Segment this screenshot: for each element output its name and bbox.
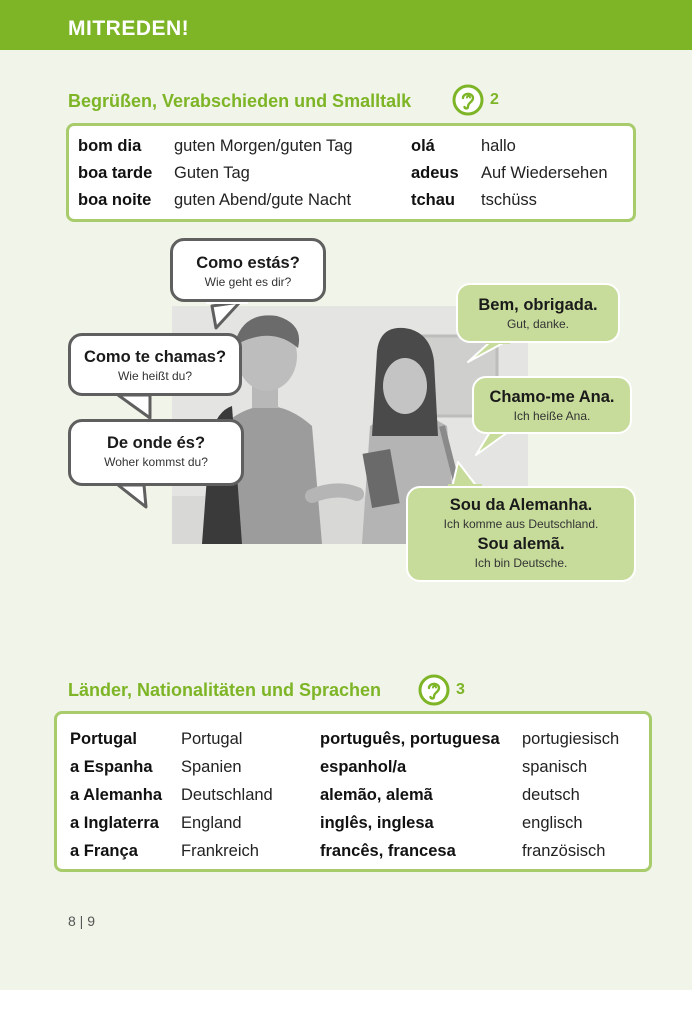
speech-bubble-bem-obrigada	[456, 283, 620, 343]
vocab-box-greetings	[66, 123, 636, 222]
country-pt: a Espanha	[70, 758, 153, 776]
audio-track-number: 2	[490, 91, 499, 108]
section-title-greetings: Begrüßen, Verabschieden und Smalltalk	[68, 91, 412, 111]
country-de: Frankreich	[181, 842, 259, 860]
header-bar	[0, 0, 692, 50]
country-pt: a Inglaterra	[70, 814, 159, 832]
speech-bubble-como-te-chamas	[68, 333, 242, 396]
bubble-text-pt: Como estás?	[196, 254, 300, 272]
speech-bubble-chamo-me-ana	[472, 376, 632, 434]
page-title: MITREDEN!	[68, 17, 190, 40]
vocab-term: adeus	[411, 164, 459, 182]
nationality-de: portugiesisch	[522, 730, 620, 748]
bubble-text-de: Ich heiße Ana.	[513, 409, 591, 423]
bubble-text-de: Woher kommst du?	[104, 455, 208, 469]
bubble-text-pt: Bem, obrigada.	[478, 296, 598, 314]
ear-icon	[452, 84, 484, 116]
country-pt: a Alemanha	[70, 786, 163, 804]
vocab-translation: Auf Wiedersehen	[481, 164, 608, 182]
country-de: Deutschland	[181, 786, 273, 804]
vocab-translation: Guten Tag	[174, 164, 250, 182]
vocab-term: bom dia	[78, 137, 142, 155]
vocab-translation: tschüss	[481, 191, 537, 209]
bubble-text-de-2: Ich bin Deutsche.	[474, 556, 568, 570]
bubble-text-de: Wie heißt du?	[117, 369, 193, 383]
bubble-text-pt: Sou da Alemanha.	[449, 496, 593, 514]
country-de: England	[181, 814, 242, 832]
nationality-de: englisch	[522, 814, 583, 832]
bubble-text-de: Ich komme aus Deutschland.	[443, 517, 599, 531]
vocab-term: boa tarde	[78, 164, 153, 182]
nationality-pt: inglês, inglesa	[320, 814, 434, 832]
nationality-pt: alemão, alemã	[320, 786, 433, 804]
audio-marker-2[interactable]	[452, 84, 499, 116]
section-title-countries: Länder, Nationalitäten und Sprachen	[68, 680, 382, 700]
bubble-text-pt-2: Sou alemã.	[477, 535, 565, 553]
vocab-translation: guten Abend/gute Nacht	[174, 191, 352, 209]
nationality-pt: francês, francesa	[320, 842, 456, 860]
country-pt: a França	[70, 842, 138, 860]
page-numbers: 8 | 9	[68, 913, 95, 929]
speech-bubble-de-onde-es	[68, 419, 244, 486]
bubble-text-de: Wie geht es dir?	[204, 275, 292, 289]
country-pt: Portugal	[70, 730, 137, 748]
vocab-translation: hallo	[481, 137, 516, 155]
audio-track-number: 3	[456, 681, 465, 698]
bubble-text-pt: Chamo-me Ana.	[489, 388, 615, 406]
bubble-text-pt: Como te chamas?	[83, 348, 227, 366]
nationality-pt: espanhol/a	[320, 758, 407, 776]
bubble-text-de: Gut, danke.	[506, 317, 570, 331]
vocab-box-countries	[54, 711, 652, 872]
nationality-de: deutsch	[522, 786, 580, 804]
audio-marker-3[interactable]	[418, 674, 465, 706]
ear-icon	[418, 674, 450, 706]
vocab-term: olá	[411, 137, 435, 155]
vocab-translation: guten Morgen/guten Tag	[174, 137, 353, 155]
speech-bubble-sou-da-alemanha	[406, 486, 636, 582]
vocab-term: tchau	[411, 191, 456, 209]
vocab-term: boa noite	[78, 191, 152, 209]
country-de: Portugal	[181, 730, 243, 748]
speech-bubble-como-estas	[170, 238, 326, 302]
nationality-de: französisch	[522, 842, 606, 860]
nationality-de: spanisch	[522, 758, 588, 776]
country-de: Spanien	[181, 758, 242, 776]
nationality-pt: português, portuguesa	[320, 730, 500, 748]
bubble-text-pt: De onde és?	[106, 434, 206, 452]
